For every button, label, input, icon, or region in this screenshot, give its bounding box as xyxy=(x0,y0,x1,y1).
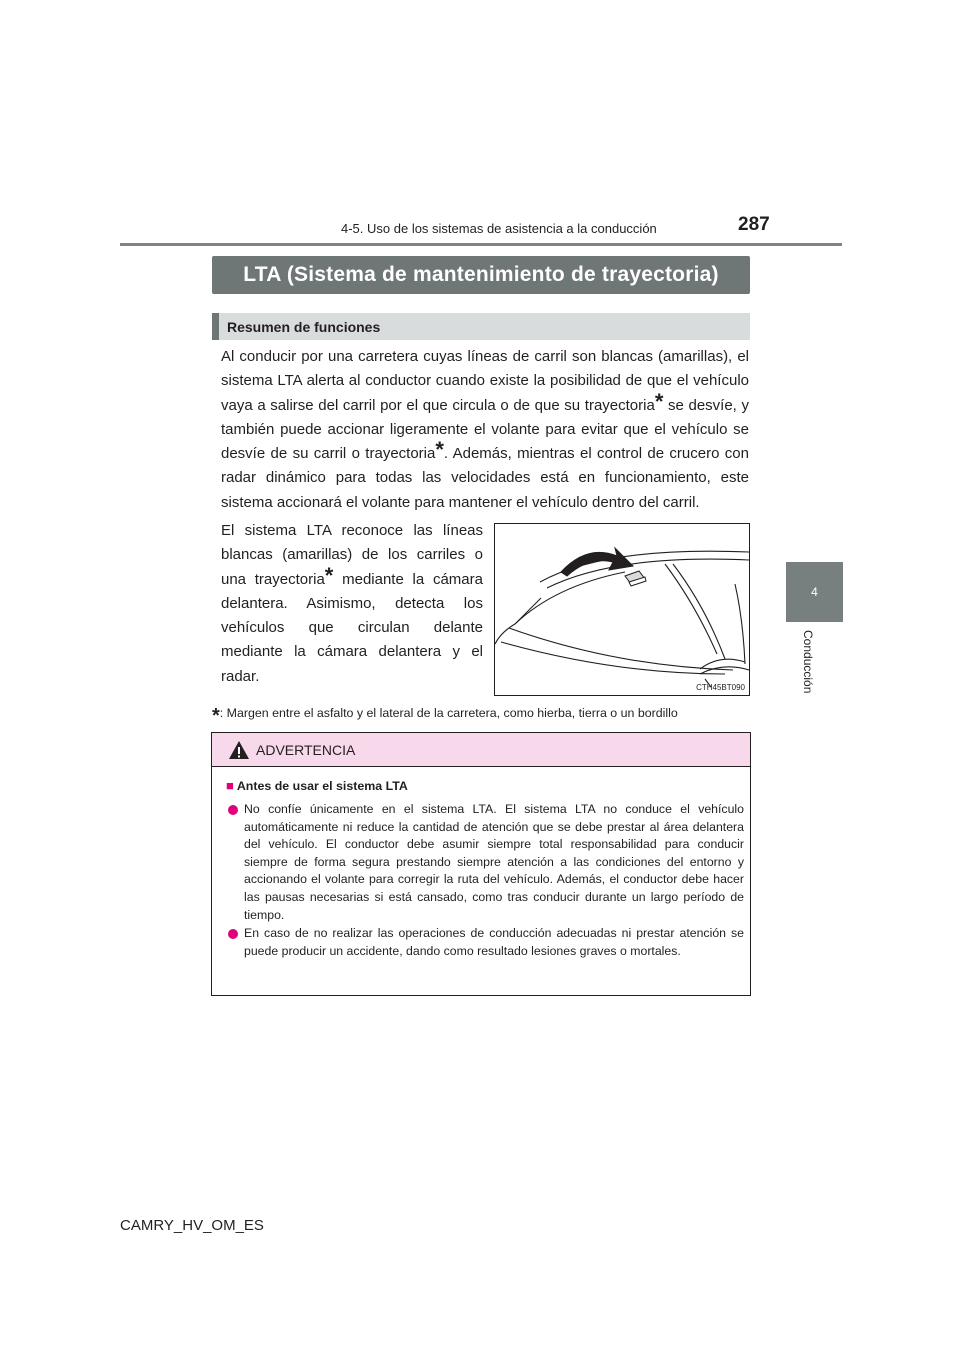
warning-bullet xyxy=(228,801,744,924)
asterisk-mark: * xyxy=(324,562,334,588)
recognition-text-1: El sistema LTA reconoce las líneas blancas (amarillas) de los carriles o una trayectoria xyxy=(221,522,483,588)
warning-title-text: Antes de usar el sistema LTA xyxy=(236,779,408,793)
circle-bullet-icon xyxy=(228,805,238,815)
chapter-label: Conducción xyxy=(801,630,815,694)
circle-bullet-icon xyxy=(228,929,238,939)
warning-bullet-text: No confíe únicamente en el sistema LTA. El sistema LTA no conduce el vehículo automáticamente ni reduce la cantidad de atención que se debe prestar al área delantera del vehículo. El conductor debe asumir siempre total responsabilidad para conducir siempre de forma segura prestando siempre atención a las condiciones del entorno y accionando el volante para corregir la ruta del vehículo. Además, el conductor debe hacer las pausas necesarias si está cansado, como tras conducir durante un largo período de tiempo. xyxy=(244,802,744,922)
footnote-asterisk: * xyxy=(212,705,220,727)
asterisk-mark: * xyxy=(654,388,664,414)
warning-title xyxy=(226,778,408,793)
footnote xyxy=(212,700,752,727)
page-number: 287 xyxy=(738,214,770,235)
windshield-camera-figure xyxy=(494,523,750,696)
document-id: CAMRY_HV_OM_ES xyxy=(120,1217,264,1234)
recognition-text-2: mediante la cámara delantera. Asimismo, detecta los vehículos que circulan delante mediante la cámara delantera y el radar. xyxy=(221,570,483,685)
section-title: LTA (Sistema de mantenimiento de trayectoria) xyxy=(212,256,750,294)
subheading: Resumen de funciones xyxy=(212,313,750,340)
header-section-title: 4-5. Uso de los sistemas de asistencia a la conducción xyxy=(341,221,657,236)
chapter-tab xyxy=(786,562,843,622)
warning-header xyxy=(212,733,750,767)
asterisk-mark: * xyxy=(435,437,444,463)
warning-bullet xyxy=(228,925,744,960)
windshield-illustration xyxy=(495,524,749,695)
intro-text-3: . Además, mientras el control de crucero con radar dinámico para todas las velocidades está en funcionamiento, este sistema accionará el volante para mantener el vehículo dentro del carril. xyxy=(221,445,749,511)
intro-text-1: Al conducir por una carretera cuyas líneas de carril son blancas (amarillas), el sistema LTA alerta al conductor cuando existe la posibilidad de que el vehículo vaya a salirse del carril por el que circula o de que su trayectoria xyxy=(221,348,749,414)
intro-paragraph xyxy=(221,345,749,515)
warning-label: ADVERTENCIA xyxy=(256,741,356,758)
header-divider xyxy=(120,243,842,246)
warning-triangle-icon xyxy=(228,740,250,760)
intro-text-2: se desvíe, y también puede accionar ligeramente el volante para evitar que el vehículo se desvíe de su carril o trayectoria xyxy=(221,396,749,463)
warning-bullet-text: En caso de no realizar las operaciones de conducción adecuadas ni prestar atención se puede producir un accidente, dando como resultado lesiones graves o mortales. xyxy=(244,926,744,958)
chapter-number: 4 xyxy=(811,585,818,599)
figure-code: CTH45BT090 xyxy=(696,683,745,692)
square-bullet-icon: ■ xyxy=(226,778,234,793)
footnote-text: : Margen entre el asfalto y el lateral de la carretera, como hierba, tierra o un bordillo xyxy=(219,706,678,720)
recognition-paragraph xyxy=(221,519,483,689)
warning-box xyxy=(211,732,751,996)
